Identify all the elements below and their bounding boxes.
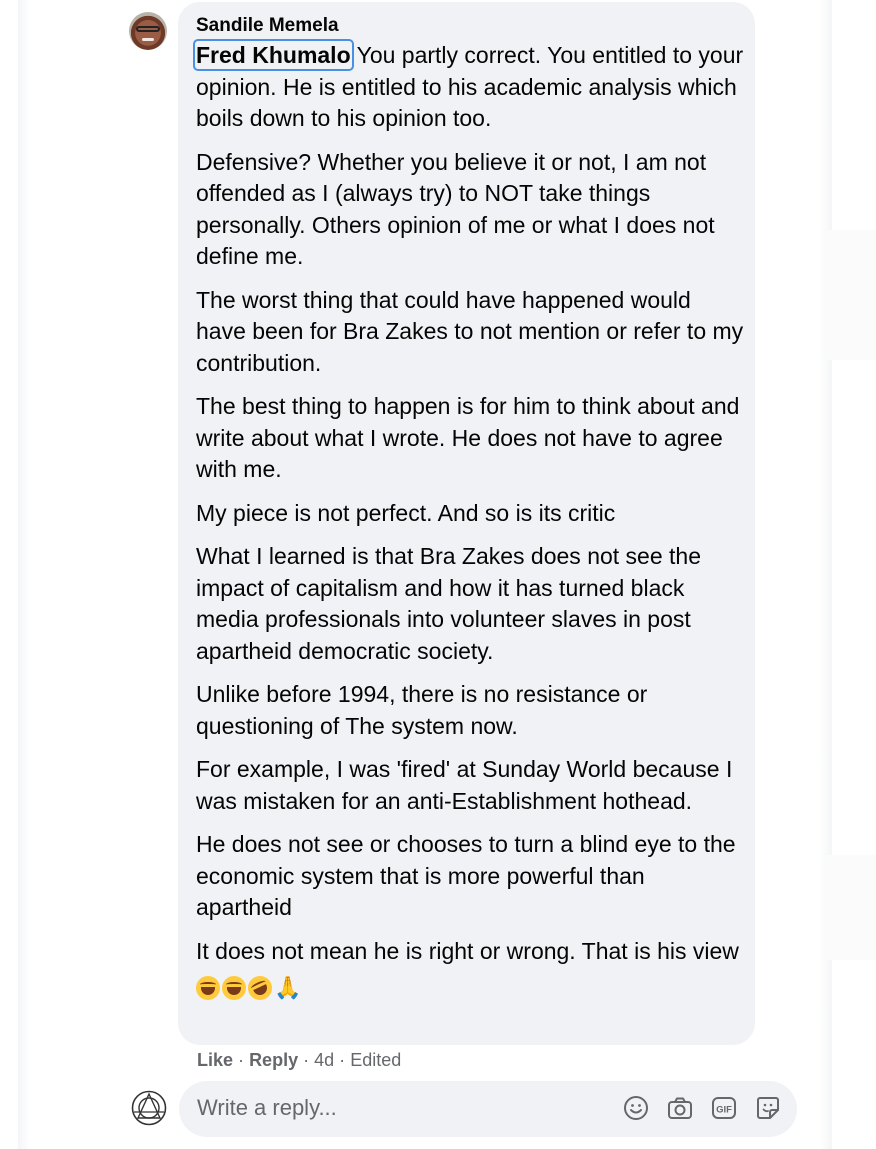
comment-paragraph: He does not see or chooses to turn a blind eye to the economic system that is more powerful than apartheid bbox=[196, 831, 736, 920]
folded-hands-icon: 🙏 bbox=[274, 975, 302, 1001]
avatar-glasses bbox=[136, 26, 160, 32]
comment-author[interactable]: Sandile Memela bbox=[196, 15, 339, 36]
camera-icon[interactable] bbox=[667, 1095, 693, 1121]
emoji-row bbox=[196, 971, 301, 1004]
rofl-icon bbox=[244, 972, 276, 1004]
emoji-icon[interactable] bbox=[623, 1095, 649, 1121]
comment-paragraph: It does not mean he is right or wrong. That is his view 🙏 bbox=[196, 936, 744, 1004]
comment-paragraph: For example, I was 'fired' at Sunday World because I was mistaken for an anti-Establishment hothead. bbox=[196, 756, 733, 814]
separator: · bbox=[238, 1050, 245, 1070]
comment-paragraph: The worst thing that could have happened would have been for Bra Zakes to not mention or refer to my contribution. bbox=[196, 286, 744, 376]
joy-icon bbox=[222, 976, 246, 1000]
grinning-sweat-icon bbox=[196, 976, 220, 1000]
commenter-avatar[interactable] bbox=[129, 12, 167, 50]
comment-paragraph: The best thing to happen is for him to think about and write about what I wrote. He does not have to agree with me. bbox=[196, 393, 740, 482]
side-panel-shadow bbox=[824, 230, 876, 360]
comment-body bbox=[196, 40, 744, 1016]
reply-button[interactable]: Reply bbox=[249, 1050, 299, 1070]
separator: · bbox=[303, 1050, 310, 1070]
gif-icon[interactable] bbox=[711, 1095, 737, 1121]
reply-input[interactable] bbox=[197, 1095, 577, 1121]
comment-paragraph: My piece is not perfect. And so is its critic bbox=[196, 499, 616, 526]
page-edge-left bbox=[18, 0, 30, 1149]
side-panel-shadow bbox=[824, 855, 876, 960]
mention-link[interactable]: Fred Khumalo bbox=[196, 42, 351, 68]
page-edge-right bbox=[820, 0, 832, 1149]
separator: · bbox=[339, 1050, 346, 1070]
comment-paragraph: What I learned is that Bra Zakes does not see the impact of capitalism and how it has turned black media professionals into volunteer slaves in post apartheid democratic society. bbox=[196, 543, 702, 664]
comment-paragraph: Defensive? Whether you believe it or not, I am not offended as I (always try) to NOT take things personally. Others opinion of me or what I does not define me. bbox=[196, 148, 715, 269]
like-button[interactable]: Like bbox=[197, 1050, 234, 1070]
edited-label[interactable]: Edited bbox=[350, 1050, 402, 1070]
comment-paragraph: Fred Khumalo You partly correct. You entitled to your opinion. He is entitled to his academic analysis which boils down to his opinion too. bbox=[196, 42, 744, 131]
composer-avatar bbox=[131, 1090, 167, 1126]
avatar-smile bbox=[142, 38, 154, 41]
comment-age[interactable]: 4d bbox=[314, 1050, 335, 1070]
svg-text:GIF: GIF bbox=[716, 1104, 732, 1116]
comment-actions bbox=[197, 1050, 401, 1071]
comment-paragraph: Unlike before 1994, there is no resistance or questioning of The system now. bbox=[196, 681, 648, 739]
sticker-icon[interactable] bbox=[755, 1095, 781, 1121]
